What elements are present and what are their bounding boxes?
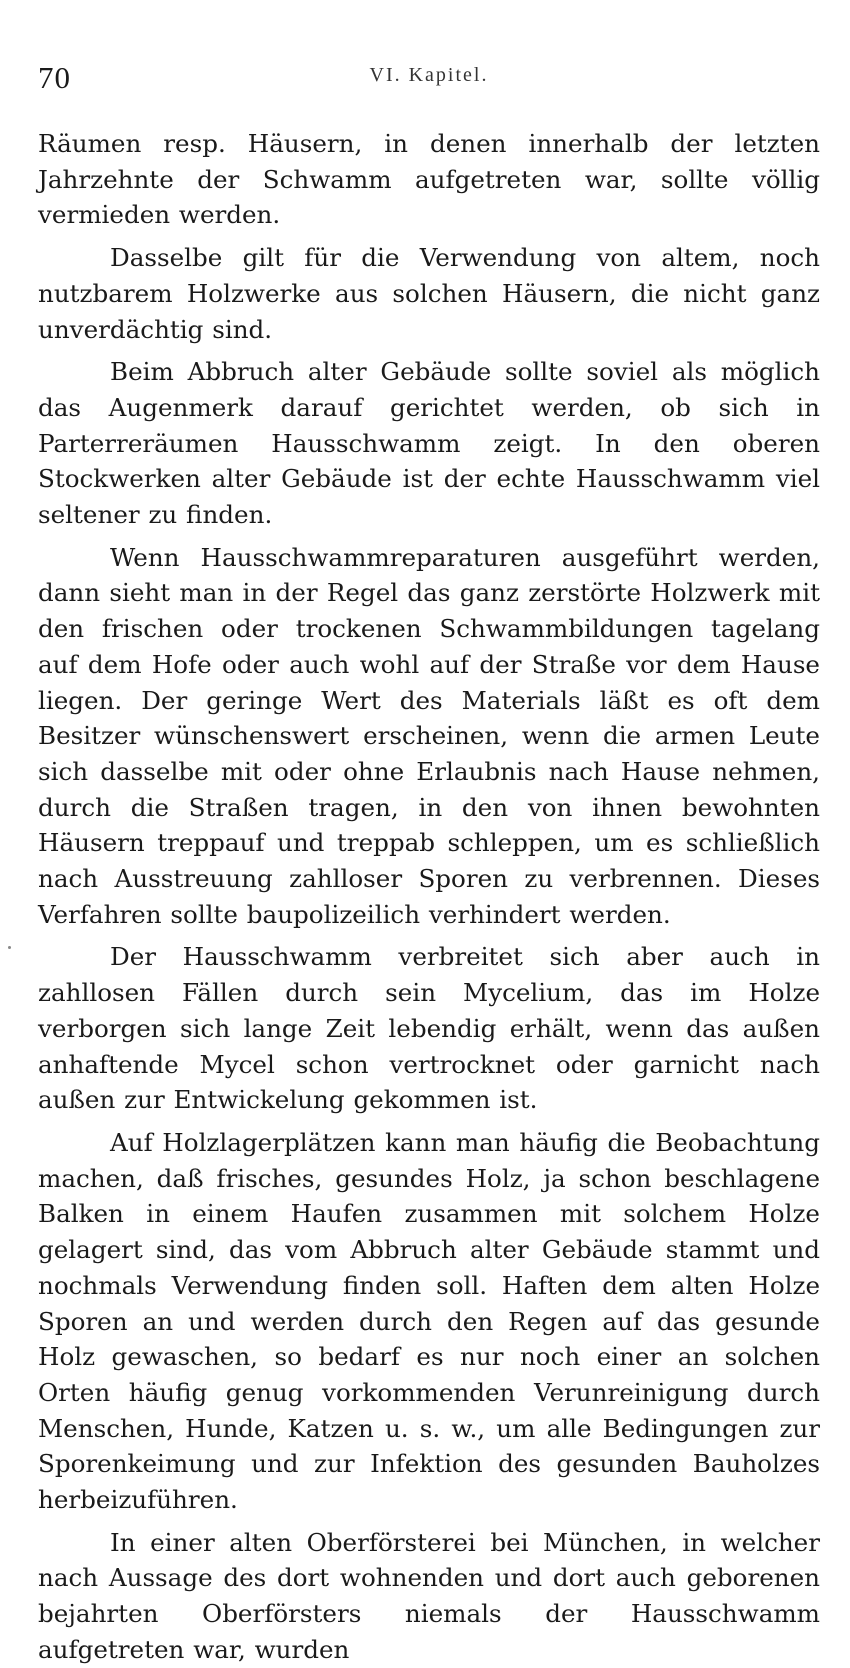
page-number: 70: [38, 60, 71, 95]
page-header: [38, 56, 820, 98]
paragraph-continues: In einer alten Oberförsterei bei München, in welcher nach Aussage des dort wohnenden und dort auch geborenen bejahrten Oberförsters niemals der Hausschwamm aufgetreten war, wurden: [38, 1527, 820, 1664]
paragraph: Auf Holzlagerplätzen kann man häufig die Beobachtung machen, daß frisches, gesundes Holz, ja schon beschlagene Balken in einem Haufen zusammen mit solchem Holze gelagert sind, das vom Abbruch alter Gebäude stammt und nochmals Verwendung finden soll. Haften dem alten Holze Sporen an und werden durch den Regen auf das gesunde Holz gewaschen, so bedarf es nur noch einer an solchen Orten häufig genug vorkommenden Verunreinigung durch Menschen, Hunde, Katzen u. s. w., um alle Bedingungen zur Sporenkeimung und zur Infektion des gesunden Bauholzes herbeizuführen.: [38, 1127, 820, 1515]
paragraph: Der Hausschwamm verbreitet sich aber auch in zahllosen Fällen durch sein Mycelium, das im Holze verborgen sich lange Zeit lebendig erhält, wenn das außen anhaftende Mycel schon vertrocknet oder garnicht nach außen zur Entwickelung gekommen ist.: [38, 942, 820, 1115]
paragraph: Beim Abbruch alter Gebäude sollte soviel als möglich das Augenmerk darauf gerichtet werden, ob sich in Parterreräumen Hausschwamm zeigt. In den oberen Stockwerken alter Gebäude ist der echte Hausschwamm viel seltener zu finden.: [38, 357, 820, 530]
scan-speck: [8, 946, 11, 949]
paragraph-continued: Räumen resp. Häusern, in denen innerhalb der letzten Jahrzehnte der Schwamm aufgetreten war, sollte völlig vermieden werden.: [38, 129, 820, 230]
paragraph: Dasselbe gilt für die Verwendung von altem, noch nutzbarem Holzwerke aus solchen Häusern, die nicht ganz unverdächtig sind.: [38, 243, 820, 344]
running-head: VI. Kapitel.: [369, 64, 489, 86]
paragraph: Wenn Hausschwammreparaturen ausgeführt werden, dann sieht man in der Regel das ganz zerstörte Holzwerk mit den frischen oder trockenen Schwammbildungen tagelang auf dem Hofe oder auch wohl auf der Straße vor dem Hause liegen. Der geringe Wert des Materials läßt es oft dem Besitzer wünschenswert erscheinen, wenn die armen Leute sich dasselbe mit oder ohne Erlaubnis nach Hause nehmen, durch die Straßen tragen, in den von ihnen bewohnten Häusern treppauf und treppab schleppen, um es schließlich nach Ausstreuung zahlloser Sporen zu verbrennen. Dieses Verfahren sollte baupolizeilich verhindert werden.: [38, 542, 820, 929]
